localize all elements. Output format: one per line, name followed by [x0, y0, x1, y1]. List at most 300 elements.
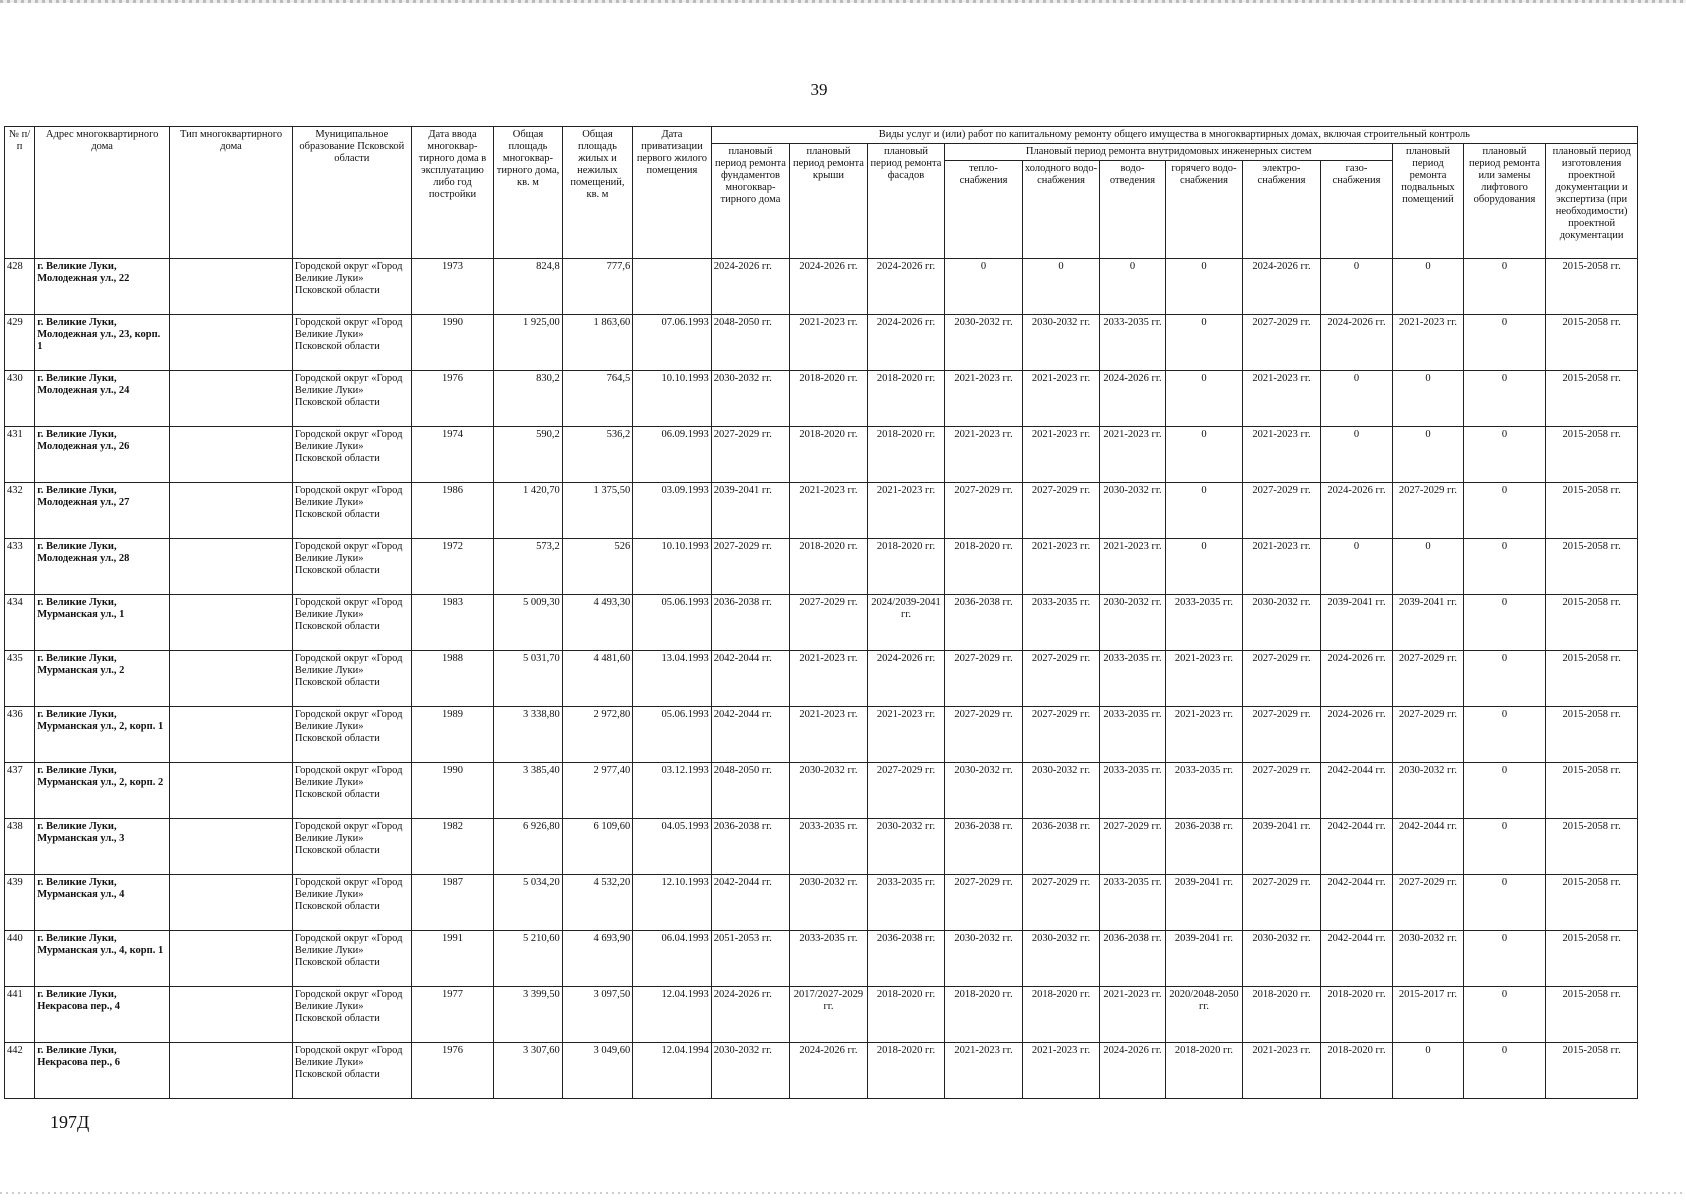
cell-sewer: 0 — [1100, 259, 1165, 315]
cell-elevator: 0 — [1463, 819, 1546, 875]
cell-heat: 2018-2020 гг. — [945, 539, 1023, 595]
table-row — [5, 819, 1638, 875]
cell-address: г. Великие Луки, Молодежная ул., 23, корп. 1 — [35, 315, 170, 371]
cell-roof: 2024-2026 гг. — [790, 259, 868, 315]
cell-commission-year: 1991 — [411, 931, 494, 987]
cell-num: 441 — [5, 987, 35, 1043]
cell-cold-water: 2030-2032 гг. — [1022, 931, 1100, 987]
cell-num: 429 — [5, 315, 35, 371]
cell-municipality: Городской округ «Город Великие Луки» Псковской области — [292, 931, 411, 987]
cell-facade: 2036-2038 гг. — [867, 931, 945, 987]
cell-total-area: 5 210,60 — [494, 931, 562, 987]
header-address: Адрес многоквартирного дома — [35, 127, 170, 259]
table-row — [5, 987, 1638, 1043]
cell-commission-year: 1977 — [411, 987, 494, 1043]
cell-privatization-date: 03.12.1993 — [633, 763, 712, 819]
header-sewer: водо-отведения — [1100, 161, 1165, 259]
cell-municipality: Городской округ «Город Великие Луки» Псковской области — [292, 259, 411, 315]
cell-design-docs: 2015-2058 гг. — [1546, 371, 1638, 427]
cell-municipality: Городской округ «Город Великие Луки» Псковской области — [292, 1043, 411, 1099]
table-row — [5, 875, 1638, 931]
cell-total-area: 3 399,50 — [494, 987, 562, 1043]
cell-type — [170, 707, 293, 763]
cell-electric: 2021-2023 гг. — [1243, 427, 1321, 483]
cell-num: 435 — [5, 651, 35, 707]
header-works-group: Виды услуг и (или) работ по капитальному ремонту общего имущества в многоквартирных домах, включая строительный контроль — [711, 127, 1637, 144]
cell-cold-water: 2021-2023 гг. — [1022, 371, 1100, 427]
cell-total-area: 3 338,80 — [494, 707, 562, 763]
cell-electric: 2027-2029 гг. — [1243, 651, 1321, 707]
cell-type — [170, 819, 293, 875]
table-row — [5, 651, 1638, 707]
cell-foundation: 2036-2038 гг. — [711, 595, 790, 651]
cell-sewer: 2021-2023 гг. — [1100, 987, 1165, 1043]
cell-facade: 2018-2020 гг. — [867, 539, 945, 595]
cell-elevator: 0 — [1463, 259, 1546, 315]
cell-commission-year: 1976 — [411, 1043, 494, 1099]
cell-living-area: 4 481,60 — [562, 651, 632, 707]
header-cold-water: холодного водо-снабжения — [1022, 161, 1100, 259]
scan-edge-bottom — [0, 1192, 1686, 1194]
cell-living-area: 1 863,60 — [562, 315, 632, 371]
cell-address: г. Великие Луки, Мурманская ул., 2 — [35, 651, 170, 707]
cell-living-area: 536,2 — [562, 427, 632, 483]
cell-municipality: Городской округ «Город Великие Луки» Псковской области — [292, 819, 411, 875]
table-row — [5, 1043, 1638, 1099]
cell-total-area: 3 307,60 — [494, 1043, 562, 1099]
cell-municipality: Городской округ «Город Великие Луки» Псковской области — [292, 595, 411, 651]
cell-num: 431 — [5, 427, 35, 483]
cell-basement: 0 — [1393, 259, 1463, 315]
cell-basement: 2042-2044 гг. — [1393, 819, 1463, 875]
cell-address: г. Великие Луки, Молодежная ул., 26 — [35, 427, 170, 483]
cell-gas: 2042-2044 гг. — [1320, 931, 1392, 987]
header-total-area: Общая площадь многоквар-тирного дома, кв. м — [494, 127, 562, 259]
cell-heat: 2027-2029 гг. — [945, 651, 1023, 707]
header-foundation: плановый период ремонта фундаментов многоквар-тирного дома — [711, 144, 790, 259]
cell-roof: 2017/2027-2029 гг. — [790, 987, 868, 1043]
cell-commission-year: 1974 — [411, 427, 494, 483]
cell-address: г. Великие Луки, Мурманская ул., 3 — [35, 819, 170, 875]
cell-sewer: 2033-2035 гг. — [1100, 651, 1165, 707]
cell-electric: 2039-2041 гг. — [1243, 819, 1321, 875]
cell-heat: 2021-2023 гг. — [945, 371, 1023, 427]
cell-gas: 2024-2026 гг. — [1320, 651, 1392, 707]
cell-address: г. Великие Луки, Мурманская ул., 1 — [35, 595, 170, 651]
cell-num: 436 — [5, 707, 35, 763]
cell-sewer: 2030-2032 гг. — [1100, 595, 1165, 651]
cell-gas: 2042-2044 гг. — [1320, 875, 1392, 931]
cell-num: 440 — [5, 931, 35, 987]
cell-facade: 2018-2020 гг. — [867, 427, 945, 483]
cell-heat: 2030-2032 гг. — [945, 763, 1023, 819]
cell-electric: 2021-2023 гг. — [1243, 1043, 1321, 1099]
cell-roof: 2030-2032 гг. — [790, 875, 868, 931]
cell-type — [170, 931, 293, 987]
cell-privatization-date: 13.04.1993 — [633, 651, 712, 707]
cell-hot-water: 2021-2023 гг. — [1165, 707, 1243, 763]
cell-commission-year: 1982 — [411, 819, 494, 875]
cell-foundation: 2048-2050 гг. — [711, 315, 790, 371]
cell-facade: 2030-2032 гг. — [867, 819, 945, 875]
cell-sewer: 2030-2032 гг. — [1100, 483, 1165, 539]
cell-privatization-date: 06.04.1993 — [633, 931, 712, 987]
cell-municipality: Городской округ «Город Великие Луки» Псковской области — [292, 427, 411, 483]
cell-electric: 2024-2026 гг. — [1243, 259, 1321, 315]
cell-heat: 2027-2029 гг. — [945, 707, 1023, 763]
cell-address: г. Великие Луки, Молодежная ул., 28 — [35, 539, 170, 595]
cell-foundation: 2042-2044 гг. — [711, 651, 790, 707]
cell-address: г. Великие Луки, Мурманская ул., 2, корп. 1 — [35, 707, 170, 763]
cell-commission-year: 1972 — [411, 539, 494, 595]
cell-facade: 2024-2026 гг. — [867, 651, 945, 707]
cell-foundation: 2027-2029 гг. — [711, 427, 790, 483]
cell-cold-water: 2030-2032 гг. — [1022, 315, 1100, 371]
cell-address: г. Великие Луки, Мурманская ул., 4, корп. 1 — [35, 931, 170, 987]
cell-type — [170, 483, 293, 539]
cell-roof: 2018-2020 гг. — [790, 539, 868, 595]
cell-basement: 0 — [1393, 1043, 1463, 1099]
cell-cold-water: 2021-2023 гг. — [1022, 539, 1100, 595]
cell-electric: 2018-2020 гг. — [1243, 987, 1321, 1043]
page-number: 39 — [810, 80, 828, 99]
cell-roof: 2027-2029 гг. — [790, 595, 868, 651]
cell-sewer: 2033-2035 гг. — [1100, 315, 1165, 371]
cell-hot-water: 0 — [1165, 371, 1243, 427]
cell-sewer: 2033-2035 гг. — [1100, 763, 1165, 819]
cell-municipality: Городской округ «Город Великие Луки» Псковской области — [292, 315, 411, 371]
cell-basement: 2030-2032 гг. — [1393, 763, 1463, 819]
header-systems-group: Плановый период ремонта внутридомовых инженерных систем — [945, 144, 1393, 161]
table-row — [5, 595, 1638, 651]
cell-facade: 2024-2026 гг. — [867, 315, 945, 371]
cell-heat: 2027-2029 гг. — [945, 483, 1023, 539]
cell-sewer: 2021-2023 гг. — [1100, 539, 1165, 595]
cell-commission-year: 1973 — [411, 259, 494, 315]
cell-elevator: 0 — [1463, 371, 1546, 427]
cell-foundation: 2051-2053 гг. — [711, 931, 790, 987]
cell-hot-water: 2033-2035 гг. — [1165, 763, 1243, 819]
cell-privatization-date: 06.09.1993 — [633, 427, 712, 483]
cell-heat: 2021-2023 гг. — [945, 427, 1023, 483]
cell-design-docs: 2015-2058 гг. — [1546, 259, 1638, 315]
cell-gas: 0 — [1320, 259, 1392, 315]
cell-basement: 2027-2029 гг. — [1393, 483, 1463, 539]
cell-facade: 2021-2023 гг. — [867, 483, 945, 539]
cell-sewer: 2036-2038 гг. — [1100, 931, 1165, 987]
cell-gas: 2024-2026 гг. — [1320, 707, 1392, 763]
cell-basement: 0 — [1393, 371, 1463, 427]
cell-roof: 2021-2023 гг. — [790, 315, 868, 371]
cell-type — [170, 763, 293, 819]
cell-cold-water: 2027-2029 гг. — [1022, 483, 1100, 539]
cell-roof: 2021-2023 гг. — [790, 707, 868, 763]
cell-gas: 0 — [1320, 427, 1392, 483]
header-roof: плановый период ремонта крыши — [790, 144, 868, 259]
cell-facade: 2018-2020 гг. — [867, 1043, 945, 1099]
cell-cold-water: 2021-2023 гг. — [1022, 1043, 1100, 1099]
header-heat: тепло-снабжения — [945, 161, 1023, 259]
cell-elevator: 0 — [1463, 539, 1546, 595]
cell-foundation: 2036-2038 гг. — [711, 819, 790, 875]
cell-sewer: 2024-2026 гг. — [1100, 371, 1165, 427]
cell-municipality: Городской округ «Город Великие Луки» Псковской области — [292, 371, 411, 427]
cell-municipality: Городской округ «Город Великие Луки» Псковской области — [292, 651, 411, 707]
cell-commission-year: 1987 — [411, 875, 494, 931]
cell-hot-water: 0 — [1165, 427, 1243, 483]
cell-privatization-date: 07.06.1993 — [633, 315, 712, 371]
cell-design-docs: 2015-2058 гг. — [1546, 483, 1638, 539]
cell-total-area: 5 009,30 — [494, 595, 562, 651]
cell-living-area: 3 049,60 — [562, 1043, 632, 1099]
cell-gas: 2042-2044 гг. — [1320, 763, 1392, 819]
cell-cold-water: 2033-2035 гг. — [1022, 595, 1100, 651]
cell-elevator: 0 — [1463, 427, 1546, 483]
cell-privatization-date: 05.06.1993 — [633, 707, 712, 763]
cell-commission-year: 1990 — [411, 763, 494, 819]
header-gas: газо-снабжения — [1320, 161, 1392, 259]
cell-facade: 2027-2029 гг. — [867, 763, 945, 819]
cell-municipality: Городской округ «Город Великие Луки» Псковской области — [292, 987, 411, 1043]
cell-num: 442 — [5, 1043, 35, 1099]
cell-address: г. Великие Луки, Некрасова пер., 4 — [35, 987, 170, 1043]
cell-total-area: 1 420,70 — [494, 483, 562, 539]
cell-elevator: 0 — [1463, 931, 1546, 987]
cell-type — [170, 987, 293, 1043]
cell-living-area: 4 493,30 — [562, 595, 632, 651]
table-row — [5, 707, 1638, 763]
cell-electric: 2027-2029 гг. — [1243, 707, 1321, 763]
cell-design-docs: 2015-2058 гг. — [1546, 875, 1638, 931]
cell-commission-year: 1983 — [411, 595, 494, 651]
cell-sewer: 2024-2026 гг. — [1100, 1043, 1165, 1099]
cell-living-area: 2 972,80 — [562, 707, 632, 763]
header-num: № п/п — [5, 127, 35, 259]
cell-roof: 2024-2026 гг. — [790, 1043, 868, 1099]
cell-electric: 2030-2032 гг. — [1243, 931, 1321, 987]
cell-address: г. Великие Луки, Некрасова пер., 6 — [35, 1043, 170, 1099]
cell-heat: 2027-2029 гг. — [945, 875, 1023, 931]
header-facade: плановый период ремонта фасадов — [867, 144, 945, 259]
cell-commission-year: 1989 — [411, 707, 494, 763]
cell-elevator: 0 — [1463, 483, 1546, 539]
cell-heat: 0 — [945, 259, 1023, 315]
cell-gas: 2039-2041 гг. — [1320, 595, 1392, 651]
cell-type — [170, 315, 293, 371]
cell-type — [170, 875, 293, 931]
cell-hot-water: 2033-2035 гг. — [1165, 595, 1243, 651]
cell-facade: 2018-2020 гг. — [867, 371, 945, 427]
cell-num: 433 — [5, 539, 35, 595]
cell-heat: 2030-2032 гг. — [945, 315, 1023, 371]
cell-basement: 2030-2032 гг. — [1393, 931, 1463, 987]
cell-basement: 2021-2023 гг. — [1393, 315, 1463, 371]
header-hot-water: горячего водо-снабжения — [1165, 161, 1243, 259]
cell-hot-water: 2021-2023 гг. — [1165, 651, 1243, 707]
cell-gas: 2024-2026 гг. — [1320, 315, 1392, 371]
cell-privatization-date: 04.05.1993 — [633, 819, 712, 875]
cell-foundation: 2039-2041 гг. — [711, 483, 790, 539]
cell-sewer: 2027-2029 гг. — [1100, 819, 1165, 875]
cell-cold-water: 0 — [1022, 259, 1100, 315]
cell-total-area: 590,2 — [494, 427, 562, 483]
cell-privatization-date: 10.10.1993 — [633, 371, 712, 427]
cell-total-area: 573,2 — [494, 539, 562, 595]
cell-sewer: 2033-2035 гг. — [1100, 875, 1165, 931]
cell-foundation: 2030-2032 гг. — [711, 1043, 790, 1099]
cell-total-area: 5 034,20 — [494, 875, 562, 931]
header-design-docs: плановый период изготовления проектной документации и экспертиза (при необходимости) проектной документации — [1546, 144, 1638, 259]
cell-type — [170, 427, 293, 483]
cell-design-docs: 2015-2058 гг. — [1546, 763, 1638, 819]
cell-roof: 2033-2035 гг. — [790, 931, 868, 987]
cell-living-area: 6 109,60 — [562, 819, 632, 875]
cell-facade: 2024/2039-2041 гг. — [867, 595, 945, 651]
cell-foundation: 2042-2044 гг. — [711, 707, 790, 763]
cell-facade: 2024-2026 гг. — [867, 259, 945, 315]
cell-commission-year: 1976 — [411, 371, 494, 427]
cell-facade: 2021-2023 гг. — [867, 707, 945, 763]
table-header — [5, 127, 1638, 259]
cell-commission-year: 1988 — [411, 651, 494, 707]
cell-foundation: 2048-2050 гг. — [711, 763, 790, 819]
cell-electric: 2027-2029 гг. — [1243, 763, 1321, 819]
table-row — [5, 427, 1638, 483]
cell-commission-year: 1990 — [411, 315, 494, 371]
cell-type — [170, 259, 293, 315]
cell-basement: 0 — [1393, 539, 1463, 595]
table-row — [5, 315, 1638, 371]
cell-gas: 2018-2020 гг. — [1320, 1043, 1392, 1099]
cell-type — [170, 595, 293, 651]
cell-foundation: 2027-2029 гг. — [711, 539, 790, 595]
table-row — [5, 371, 1638, 427]
cell-privatization-date: 05.06.1993 — [633, 595, 712, 651]
cell-gas: 0 — [1320, 539, 1392, 595]
cell-living-area: 4 693,90 — [562, 931, 632, 987]
cell-heat: 2018-2020 гг. — [945, 987, 1023, 1043]
cell-hot-water: 2039-2041 гг. — [1165, 931, 1243, 987]
table-row — [5, 259, 1638, 315]
cell-hot-water: 0 — [1165, 483, 1243, 539]
cell-type — [170, 1043, 293, 1099]
table-body — [5, 259, 1638, 1099]
cell-design-docs: 2015-2058 гг. — [1546, 819, 1638, 875]
cell-address: г. Великие Луки, Молодежная ул., 22 — [35, 259, 170, 315]
cell-privatization-date — [633, 259, 712, 315]
cell-num: 437 — [5, 763, 35, 819]
cell-design-docs: 2015-2058 гг. — [1546, 539, 1638, 595]
cell-total-area: 5 031,70 — [494, 651, 562, 707]
cell-cold-water: 2021-2023 гг. — [1022, 427, 1100, 483]
header-basement: плановый период ремонта подвальных помещений — [1393, 144, 1463, 259]
cell-num: 439 — [5, 875, 35, 931]
cell-electric: 2027-2029 гг. — [1243, 315, 1321, 371]
cell-facade: 2018-2020 гг. — [867, 987, 945, 1043]
cell-type — [170, 539, 293, 595]
cell-gas: 2024-2026 гг. — [1320, 483, 1392, 539]
cell-design-docs: 2015-2058 гг. — [1546, 595, 1638, 651]
cell-address: г. Великие Луки, Молодежная ул., 24 — [35, 371, 170, 427]
cell-design-docs: 2015-2058 гг. — [1546, 987, 1638, 1043]
cell-living-area: 1 375,50 — [562, 483, 632, 539]
cell-total-area: 824,8 — [494, 259, 562, 315]
cell-design-docs: 2015-2058 гг. — [1546, 707, 1638, 763]
cell-roof: 2018-2020 гг. — [790, 427, 868, 483]
cell-heat: 2036-2038 гг. — [945, 595, 1023, 651]
cell-total-area: 6 926,80 — [494, 819, 562, 875]
cell-electric: 2030-2032 гг. — [1243, 595, 1321, 651]
cell-living-area: 526 — [562, 539, 632, 595]
cell-foundation: 2024-2026 гг. — [711, 259, 790, 315]
cell-basement: 2015-2017 гг. — [1393, 987, 1463, 1043]
cell-total-area: 3 385,40 — [494, 763, 562, 819]
cell-address: г. Великие Луки, Мурманская ул., 4 — [35, 875, 170, 931]
cell-basement: 2027-2029 гг. — [1393, 651, 1463, 707]
cell-living-area: 764,5 — [562, 371, 632, 427]
cell-elevator: 0 — [1463, 315, 1546, 371]
cell-cold-water: 2027-2029 гг. — [1022, 707, 1100, 763]
cell-gas: 0 — [1320, 371, 1392, 427]
repair-schedule-table — [4, 126, 1638, 1099]
header-commission: Дата ввода многоквар-тирного дома в эксплуатацию либо год постройки — [411, 127, 494, 259]
header-elevator: плановый период ремонта или замены лифтового оборудования — [1463, 144, 1546, 259]
cell-living-area: 777,6 — [562, 259, 632, 315]
cell-type — [170, 371, 293, 427]
cell-hot-water: 2039-2041 гг. — [1165, 875, 1243, 931]
cell-hot-water: 2018-2020 гг. — [1165, 1043, 1243, 1099]
cell-address: г. Великие Луки, Мурманская ул., 2, корп. 2 — [35, 763, 170, 819]
cell-num: 434 — [5, 595, 35, 651]
cell-sewer: 2033-2035 гг. — [1100, 707, 1165, 763]
cell-privatization-date: 10.10.1993 — [633, 539, 712, 595]
cell-elevator: 0 — [1463, 987, 1546, 1043]
cell-municipality: Городской округ «Город Великие Луки» Псковской области — [292, 707, 411, 763]
cell-elevator: 0 — [1463, 651, 1546, 707]
cell-municipality: Городской округ «Город Великие Луки» Псковской области — [292, 875, 411, 931]
cell-foundation: 2024-2026 гг. — [711, 987, 790, 1043]
cell-roof: 2018-2020 гг. — [790, 371, 868, 427]
cell-commission-year: 1986 — [411, 483, 494, 539]
header-living-area: Общая площадь жилых и нежилых помещений, кв. м — [562, 127, 632, 259]
cell-basement: 2027-2029 гг. — [1393, 707, 1463, 763]
cell-design-docs: 2015-2058 гг. — [1546, 1043, 1638, 1099]
cell-hot-water: 2020/2048-2050 гг. — [1165, 987, 1243, 1043]
cell-privatization-date: 03.09.1993 — [633, 483, 712, 539]
cell-hot-water: 0 — [1165, 315, 1243, 371]
cell-facade: 2033-2035 гг. — [867, 875, 945, 931]
table-row — [5, 763, 1638, 819]
table-row — [5, 483, 1638, 539]
cell-design-docs: 2015-2058 гг. — [1546, 651, 1638, 707]
cell-electric: 2021-2023 гг. — [1243, 371, 1321, 427]
cell-cold-water: 2018-2020 гг. — [1022, 987, 1100, 1043]
cell-design-docs: 2015-2058 гг. — [1546, 315, 1638, 371]
cell-privatization-date: 12.10.1993 — [633, 875, 712, 931]
cell-cold-water: 2036-2038 гг. — [1022, 819, 1100, 875]
cell-gas: 2018-2020 гг. — [1320, 987, 1392, 1043]
cell-elevator: 0 — [1463, 875, 1546, 931]
cell-design-docs: 2015-2058 гг. — [1546, 931, 1638, 987]
cell-hot-water: 2036-2038 гг. — [1165, 819, 1243, 875]
cell-elevator: 0 — [1463, 595, 1546, 651]
cell-type — [170, 651, 293, 707]
cell-roof: 2033-2035 гг. — [790, 819, 868, 875]
cell-hot-water: 0 — [1165, 539, 1243, 595]
cell-total-area: 830,2 — [494, 371, 562, 427]
footer-code: 197Д — [50, 1112, 90, 1132]
table-row — [5, 539, 1638, 595]
